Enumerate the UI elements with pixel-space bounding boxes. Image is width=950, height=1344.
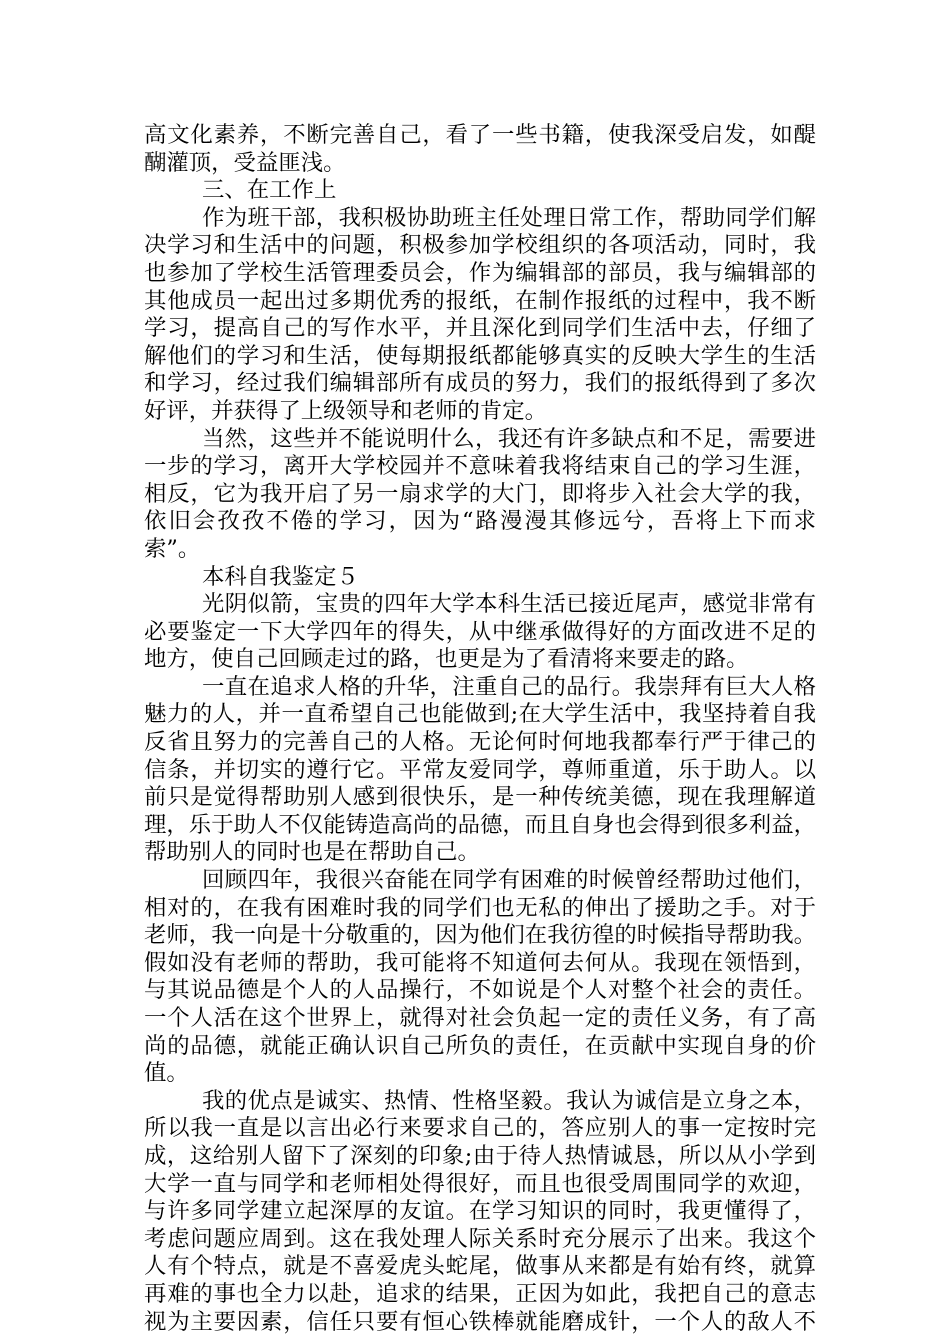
text-line: 考虑问题应周到。这在我处理人际关系时充分展示了出来。我这个 (144, 1225, 816, 1252)
text-line: 前只是觉得帮助别人感到很快乐，是一种传统美德，现在我理解道 (144, 784, 816, 811)
text-line: 当然，这些并不能说明什么，我还有许多缺点和不足，需要进 (202, 425, 816, 452)
text-line: 理，乐于助人不仅能铸造高尚的品德，而且自身也会得到很多利益， (144, 811, 816, 838)
text-line: 作为班干部，我积极协助班主任处理日常工作，帮助同学们解 (202, 204, 816, 231)
text-line: 成，这给别人留下了深刻的印象;由于待人热情诚恳，所以从小学到 (144, 1142, 816, 1169)
text-line: 解他们的学习和生活，使每期报纸都能够真实的反映大学生的生活 (144, 342, 816, 369)
text-line: 与许多同学建立起深厚的友谊。在学习知识的同时，我更懂得了， (144, 1198, 816, 1225)
text-line: 三、在工作上 (202, 177, 337, 204)
text-line: 值。 (144, 1060, 189, 1087)
text-line: 本科自我鉴定５ (202, 563, 359, 590)
text-line: 必要鉴定一下大学四年的得失，从中继承做得好的方面改进不足的 (144, 618, 816, 645)
text-line: 大学一直与同学和老师相处得很好，而且也很受周围同学的欢迎， (144, 1170, 816, 1197)
text-line: 好评，并获得了上级领导和老师的肯定。 (144, 397, 548, 424)
text-line: 相对的，在我有困难时我的同学们也无私的伸出了援助之手。对于 (144, 894, 816, 921)
text-line: 尚的品德，就能正确认识自己所负的责任，在贡献中实现自身的价 (144, 1032, 816, 1059)
text-line: 老师，我一向是十分敬重的，因为他们在我彷徨的时候指导帮助我。 (144, 922, 816, 949)
text-line: 回顾四年，我很兴奋能在同学有困难的时候曾经帮助过他们， (202, 867, 816, 894)
text-line: 信条，并切实的遵行它。平常友爱同学，尊师重道，乐于助人。以 (144, 756, 816, 783)
text-line: 也参加了学校生活管理委员会，作为编辑部的部员，我与编辑部的 (144, 259, 816, 286)
text-line: 依旧会孜孜不倦的学习，因为“路漫漫其修远兮，吾将上下而求 (144, 508, 816, 535)
text-line: 反省且努力的完善自己的人格。无论何时何地我都奉行严于律己的 (144, 729, 816, 756)
text-line: 一步的学习，离开大学校园并不意味着我将结束自己的学习生涯， (144, 453, 816, 480)
text-line: 人有个特点，就是不喜爱虎头蛇尾，做事从来都是有始有终，就算 (144, 1253, 816, 1280)
text-line: 一直在追求人格的升华，注重自己的品行。我崇拜有巨大人格 (202, 673, 816, 700)
text-line: 学习，提高自己的写作水平，并且深化到同学们生活中去，仔细了 (144, 315, 816, 342)
text-line: 索”。 (144, 535, 201, 562)
text-line: 光阴似箭，宝贵的四年大学本科生活已接近尾声，感觉非常有 (202, 591, 816, 618)
text-line: 相反，它为我开启了另一扇求学的大门，即将步入社会大学的我， (144, 480, 816, 507)
text-line: 再难的事也全力以赴，追求的结果，正因为如此，我把自己的意志 (144, 1280, 816, 1307)
text-line: 与其说品德是个人的人品操行，不如说是个人对整个社会的责任。 (144, 977, 816, 1004)
text-line: 魅力的人，并一直希望自己也能做到;在大学生活中，我坚持着自我 (144, 701, 816, 728)
document-page (144, 122, 816, 1336)
text-line: 醐灌顶，受益匪浅。 (144, 149, 346, 176)
text-line: 其他成员一起出过多期优秀的报纸，在制作报纸的过程中，我不断 (144, 287, 816, 314)
text-line: 所以我一直是以言出必行来要求自己的，答应别人的事一定按时完 (144, 1115, 816, 1142)
text-line: 高文化素养，不断完善自己，看了一些书籍，使我深受启发，如醍 (144, 122, 816, 148)
text-line: 决学习和生活中的问题，积极参加学校组织的各项活动，同时，我 (144, 232, 816, 259)
text-line: 和学习，经过我们编辑部所有成员的努力，我们的报纸得到了多次 (144, 370, 816, 397)
text-line: 一个人活在这个世界上，就得对社会负起一定的责任义务，有了高 (144, 1005, 816, 1031)
text-line: 地方，使自己回顾走过的路，也更是为了看清将来要走的路。 (144, 646, 749, 673)
text-line: 我的优点是诚实、热情、性格坚毅。我认为诚信是立身之本， (202, 1087, 816, 1114)
text-line: 帮助别人的同时也是在帮助自己。 (144, 839, 480, 866)
text-line: 视为主要因素，信任只要有恒心铁棒就能磨成针，一个人的敌人不 (144, 1308, 816, 1335)
text-line: 假如没有老师的帮助，我可能将不知道何去何从。我现在领悟到， (144, 949, 816, 976)
